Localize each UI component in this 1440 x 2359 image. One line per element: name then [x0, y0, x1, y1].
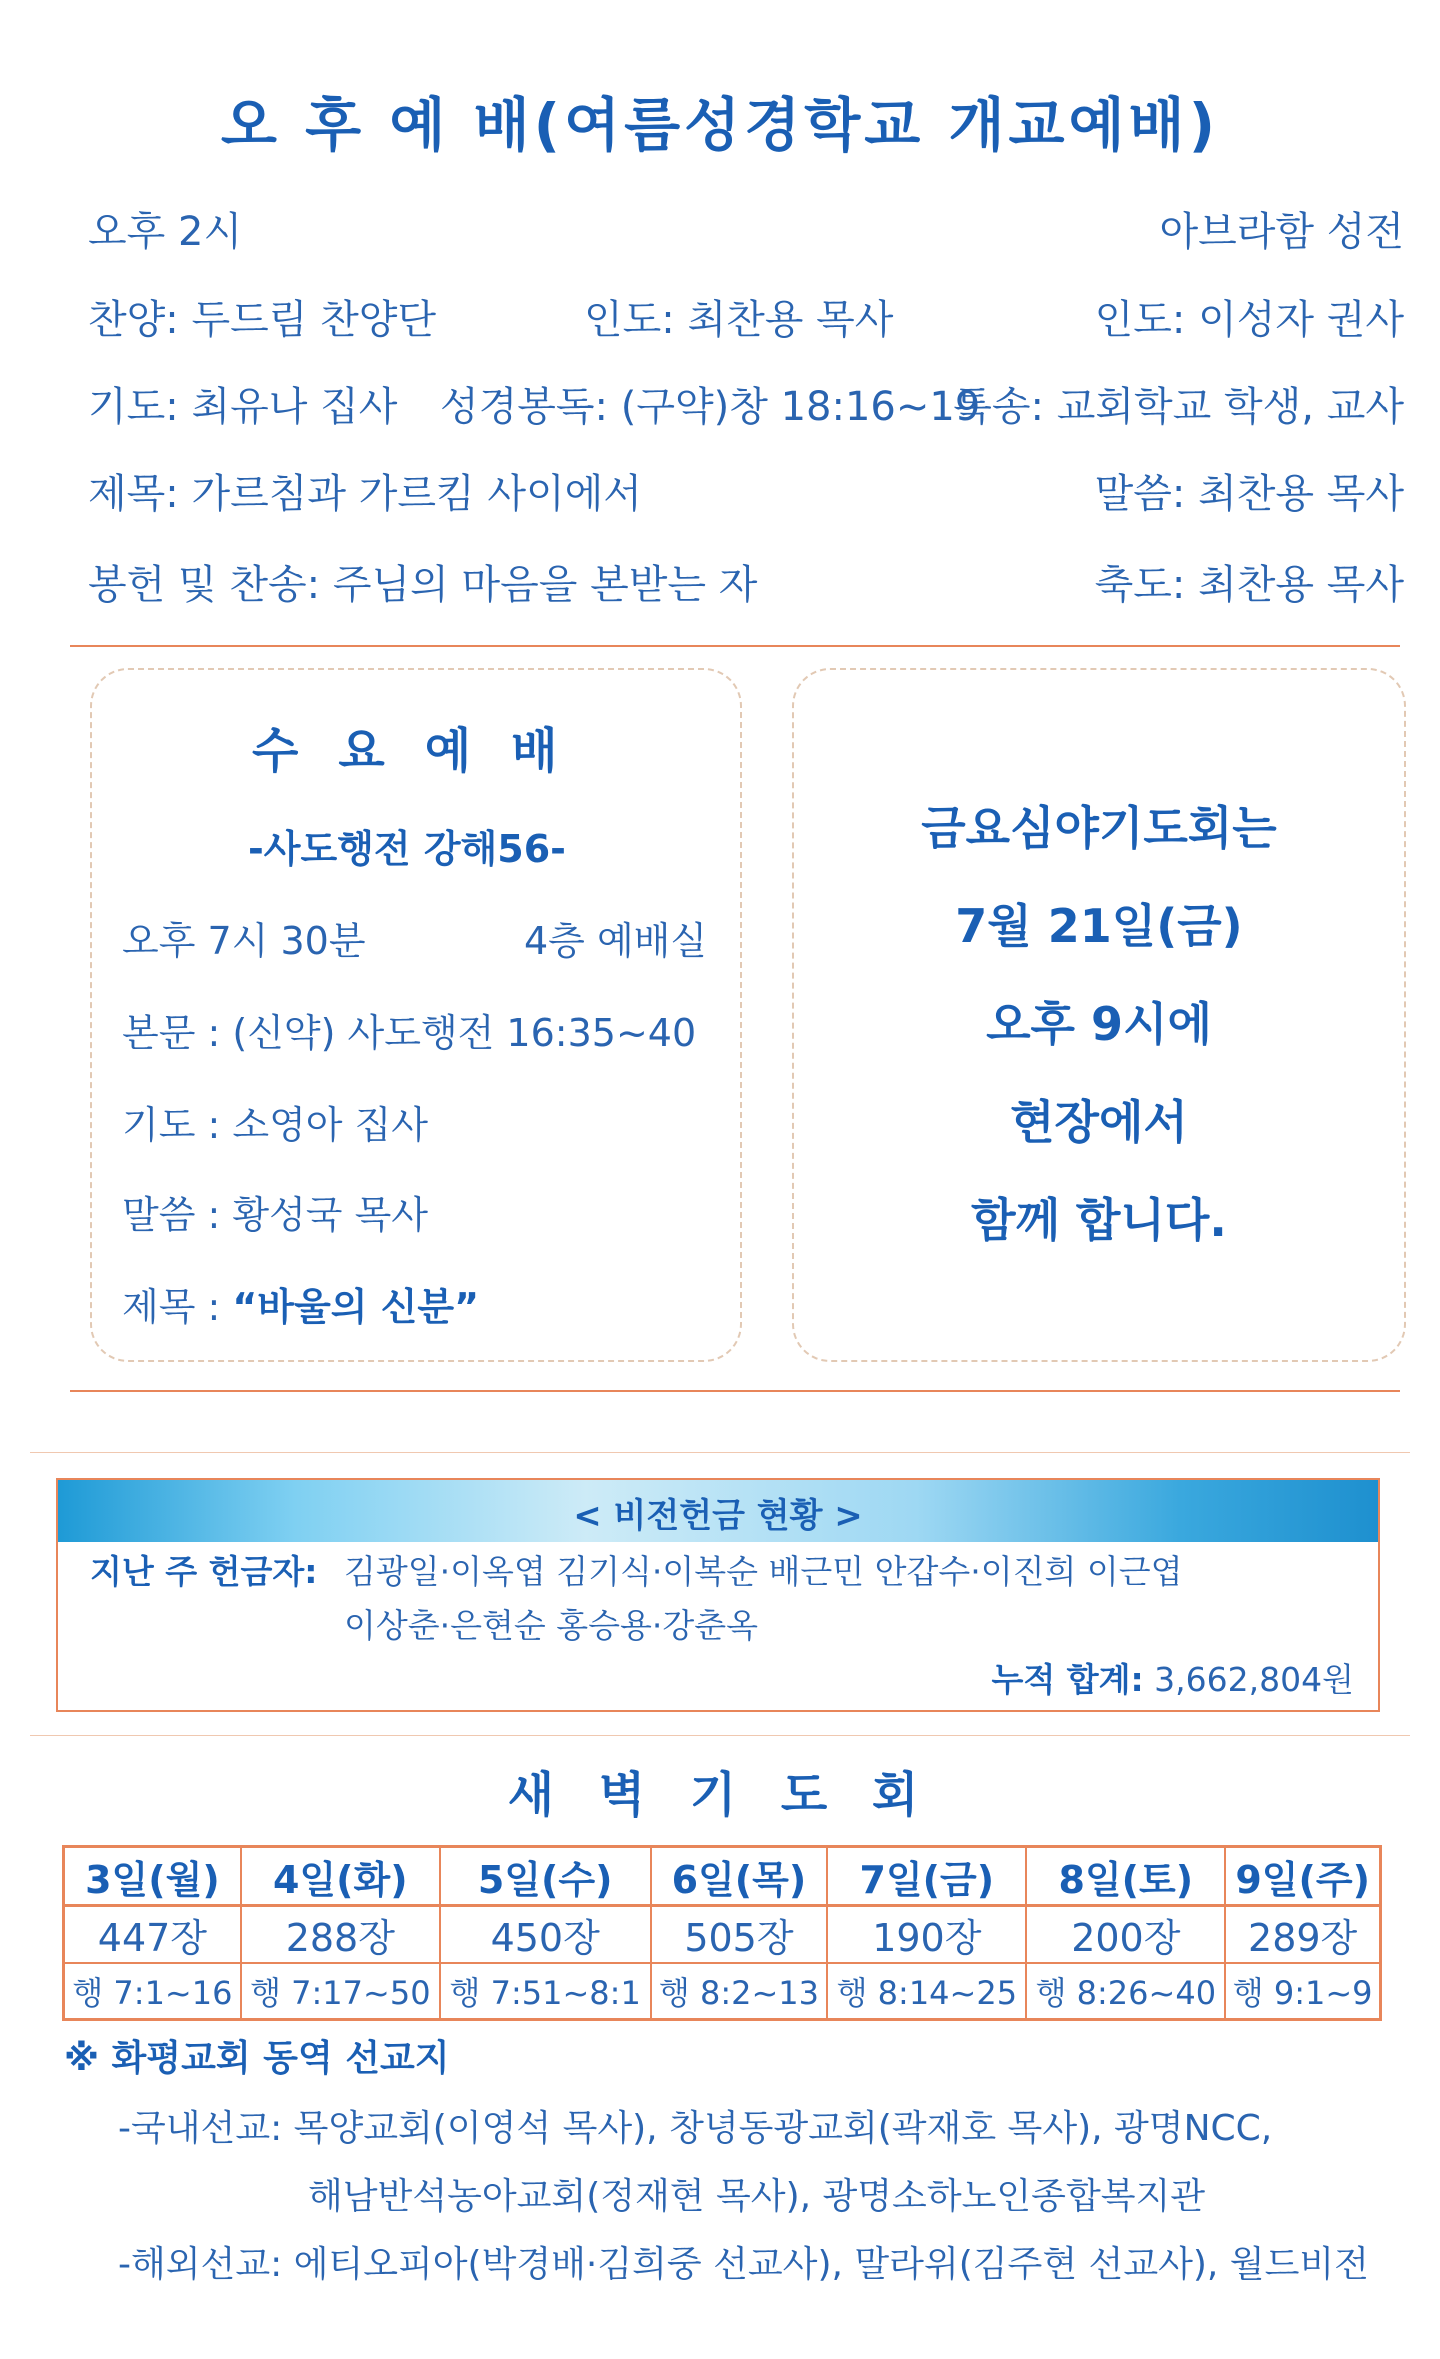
- wednesday-time: 오후 7시 30분: [122, 919, 366, 963]
- dawn-day: 6일(목): [651, 1847, 828, 1906]
- wednesday-box: [90, 668, 742, 1362]
- dawn-days-row: [64, 1847, 1381, 1906]
- dawn-verse: 행 7:17~50: [241, 1963, 440, 2020]
- afternoon-place: 아브라함 성전: [1159, 209, 1404, 255]
- afternoon-subject: 제목: 가르침과 가르킴 사이에서: [88, 471, 642, 517]
- wednesday-subject-title: “바울의 신분”: [232, 1285, 480, 1329]
- vision-total-value: 3,662,804원: [1154, 1660, 1354, 1699]
- dawn-verse: 행 8:14~25: [827, 1963, 1026, 2020]
- dawn-day: 8일(토): [1026, 1847, 1225, 1906]
- friday-line1: 금요심야기도회는: [921, 801, 1277, 855]
- vision-names-1: 김광일·이옥엽 김기식·이복순 배근민 안갑수·이진희 이근엽: [344, 1552, 1183, 1591]
- mission-title: ※ 화평교회 동역 선교지: [64, 2038, 450, 2079]
- afternoon-time: 오후 2시: [88, 209, 243, 255]
- wednesday-text: 본문 : (신약) 사도행전 16:35~40: [122, 1011, 697, 1055]
- mission-domestic: -국내선교: 목양교회(이영석 목사), 창녕동광교회(곽재호 목사), 광명NCC,: [118, 2108, 1273, 2149]
- dawn-verse: 행 7:51~8:1: [440, 1963, 651, 2020]
- wednesday-subject-label: 제목 :: [122, 1285, 233, 1329]
- dawn-hymns-row: [64, 1906, 1381, 1964]
- afternoon-special: 특송: 교회학교 학생, 교사: [953, 384, 1404, 430]
- dawn-verse: 행 7:1~16: [64, 1963, 241, 2020]
- afternoon-hymn: 찬양: 두드림 찬양단: [88, 297, 437, 343]
- dawn-day: 4일(화): [241, 1847, 440, 1906]
- afternoon-reading: 성경봉독: (구약)창 18:16~19: [440, 384, 981, 430]
- dawn-hymn: 200장: [1026, 1906, 1225, 1964]
- divider: [30, 1735, 1410, 1736]
- wednesday-sermon: 말씀 : 황성국 목사: [122, 1193, 428, 1237]
- dawn-day: 9일(주): [1225, 1847, 1380, 1906]
- afternoon-lead1: 인도: 최찬용 목사: [584, 297, 894, 343]
- friday-line4: 현장에서: [1010, 1095, 1188, 1149]
- afternoon-prayer: 기도: 최유나 집사: [88, 384, 398, 430]
- wednesday-title: 수요예배: [252, 723, 598, 779]
- friday-box: [792, 668, 1406, 1362]
- vision-offering-box: [56, 1478, 1380, 1712]
- vision-total-label: 누적 합계:: [991, 1660, 1144, 1699]
- friday-line3: 오후 9시에: [986, 997, 1212, 1051]
- friday-line2: 7월 21일(금): [955, 899, 1243, 953]
- divider: [70, 1390, 1400, 1392]
- dawn-hymn: 505장: [651, 1906, 828, 1964]
- wednesday-place: 4층 예배실: [524, 919, 708, 963]
- vision-title: < 비전헌금 현황 >: [573, 1496, 863, 1536]
- afternoon-offering: 봉헌 및 찬송: 주님의 마음을 본받는 자: [88, 562, 758, 608]
- dawn-verses-row: [64, 1963, 1381, 2020]
- dawn-hymn: 450장: [440, 1906, 651, 1964]
- vision-label: 지난 주 헌금자:: [90, 1552, 318, 1591]
- friday-line5: 함께 합니다.: [971, 1193, 1227, 1247]
- dawn-hymn: 288장: [241, 1906, 440, 1964]
- afternoon-title: 오 후 예 배(여름성경학교 개교예배): [220, 91, 1220, 159]
- mission-overseas: -해외선교: 에티오피아(박경배·김희중 선교사), 말라위(김주현 선교사), 월드비전: [118, 2244, 1369, 2285]
- dawn-hymn: 190장: [827, 1906, 1026, 1964]
- dawn-schedule-table: [62, 1845, 1382, 2021]
- vision-total: [991, 1654, 1354, 1701]
- dawn-day: 3일(월): [64, 1847, 241, 1906]
- dawn-verse: 행 8:2~13: [651, 1963, 828, 2020]
- wednesday-subtitle: -사도행전 강해56-: [248, 827, 566, 871]
- afternoon-sermon: 말씀: 최찬용 목사: [1094, 471, 1404, 517]
- afternoon-lead2: 인도: 이성자 권사: [1094, 297, 1404, 343]
- dawn-hymn: 289장: [1225, 1906, 1380, 1964]
- mission-domestic-2: 해남반석농아교회(정재현 목사), 광명소하노인종합복지관: [308, 2176, 1206, 2217]
- afternoon-blessing: 축도: 최찬용 목사: [1094, 562, 1404, 608]
- divider: [70, 645, 1400, 647]
- wednesday-prayer: 기도 : 소영아 집사: [122, 1103, 428, 1147]
- vision-names-2: 이상춘·은현순 홍승용·강춘옥: [344, 1606, 759, 1645]
- dawn-day: 5일(수): [440, 1847, 651, 1906]
- dawn-verse: 행 8:26~40: [1026, 1963, 1225, 2020]
- dawn-hymn: 447장: [64, 1906, 241, 1964]
- divider: [30, 1452, 1410, 1453]
- wednesday-subject: [122, 1276, 479, 1331]
- dawn-title: 새 벽 기 도 회: [507, 1767, 933, 1823]
- dawn-verse: 행 9:1~9: [1225, 1963, 1380, 2020]
- dawn-day: 7일(금): [827, 1847, 1026, 1906]
